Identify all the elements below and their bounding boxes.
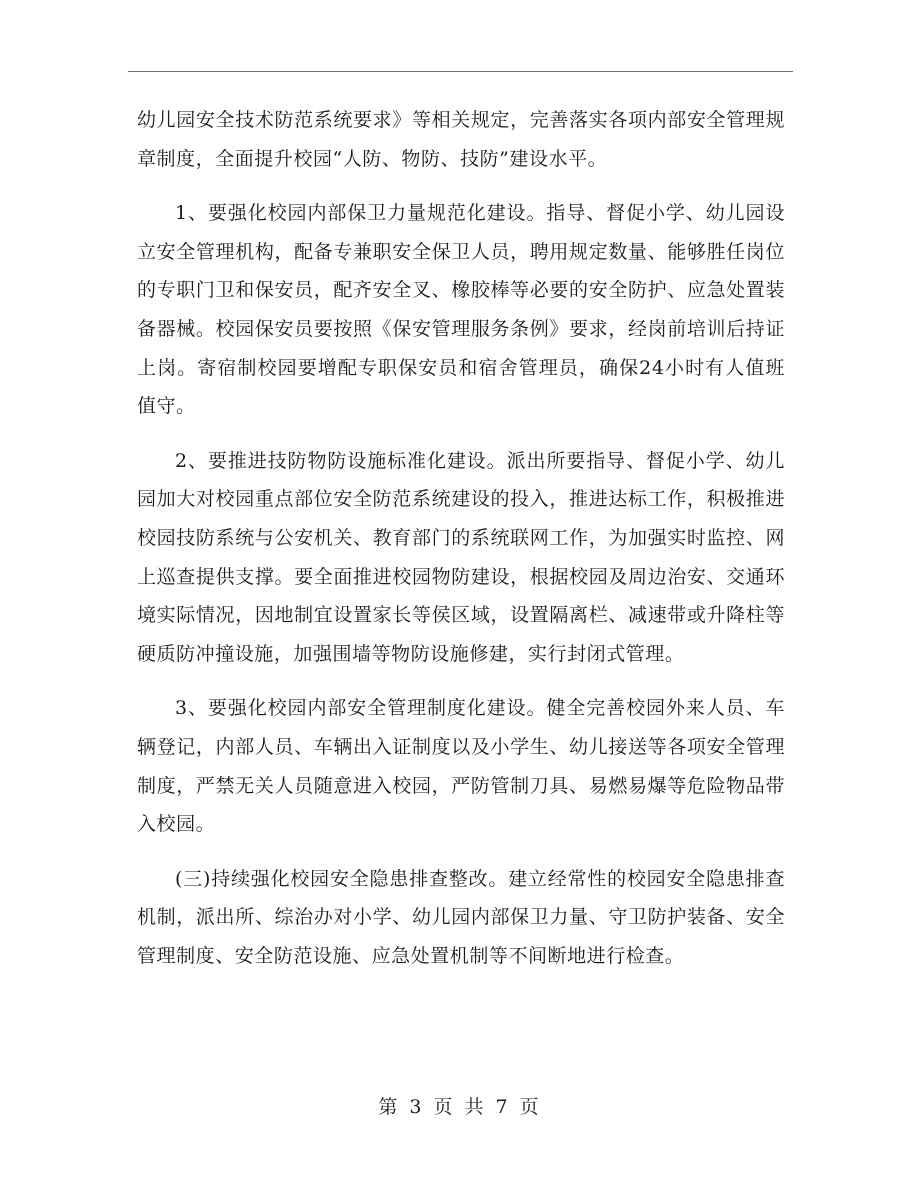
header-rule [128,71,793,72]
paragraph-item-3: 3、要强化校园内部安全管理制度化建设。健全完善校园外来人员、车辆登记，内部人员、车辆出入证制度以及小学生、幼儿接送等各项安全管理制度，严禁无关人员随意进入校园，严防管制刀具、易燃易爆等危险物品带入校园。 [137,697,785,836]
page-number-footer: 第 3 页 共 7 页 [378,1096,542,1118]
paragraph-continuation: 幼儿园安全技术防范系统要求》等相关规定，完善落实各项内部安全管理规章制度，全面提升校园“人防、物防、技防”建设水平。 [137,109,785,170]
paragraph-section-3: (三)持续强化校园安全隐患排查整改。建立经常性的校园安全隐患排查机制，派出所、综治办对小学、幼儿园内部保卫力量、守卫防护装备、安全管理制度、安全防范设施、应急处置机制等不间断地进行检查。 [137,867,785,967]
paragraph-item-1: 1、要强化校园内部保卫力量规范化建设。指导、督促小学、幼儿园设立安全管理机构，配备专兼职安全保卫人员，聘用规定数量、能够胜任岗位的专职门卫和保安员，配齐安全叉、橡胶棒等必要的安全防护、应急处置装备器械。校园保安员要按照《保安管理服务条例》要求，经岗前培训后持证上岗。寄宿制校园要增配专职保安员和宿舍管理员，确保24小时有人值班值守。 [137,202,785,418]
paragraph-item-2: 2、要推进技防物防设施标准化建设。派出所要指导、督促小学、幼儿园加大对校园重点部位安全防范系统建设的投入，推进达标工作，积极推进校园技防系统与公安机关、教育部门的系统联网工作，为加强实时监控、网上巡查提供支撑。要全面推进校园物防建设，根据校园及周边治安、交通环境实际情况，因地制宜设置家长等侯区域，设置隔离栏、减速带或升降柱等硬质防冲撞设施，加强围墙等物防设施修建，实行封闭式管理。 [137,449,785,665]
document-body [137,101,785,975]
